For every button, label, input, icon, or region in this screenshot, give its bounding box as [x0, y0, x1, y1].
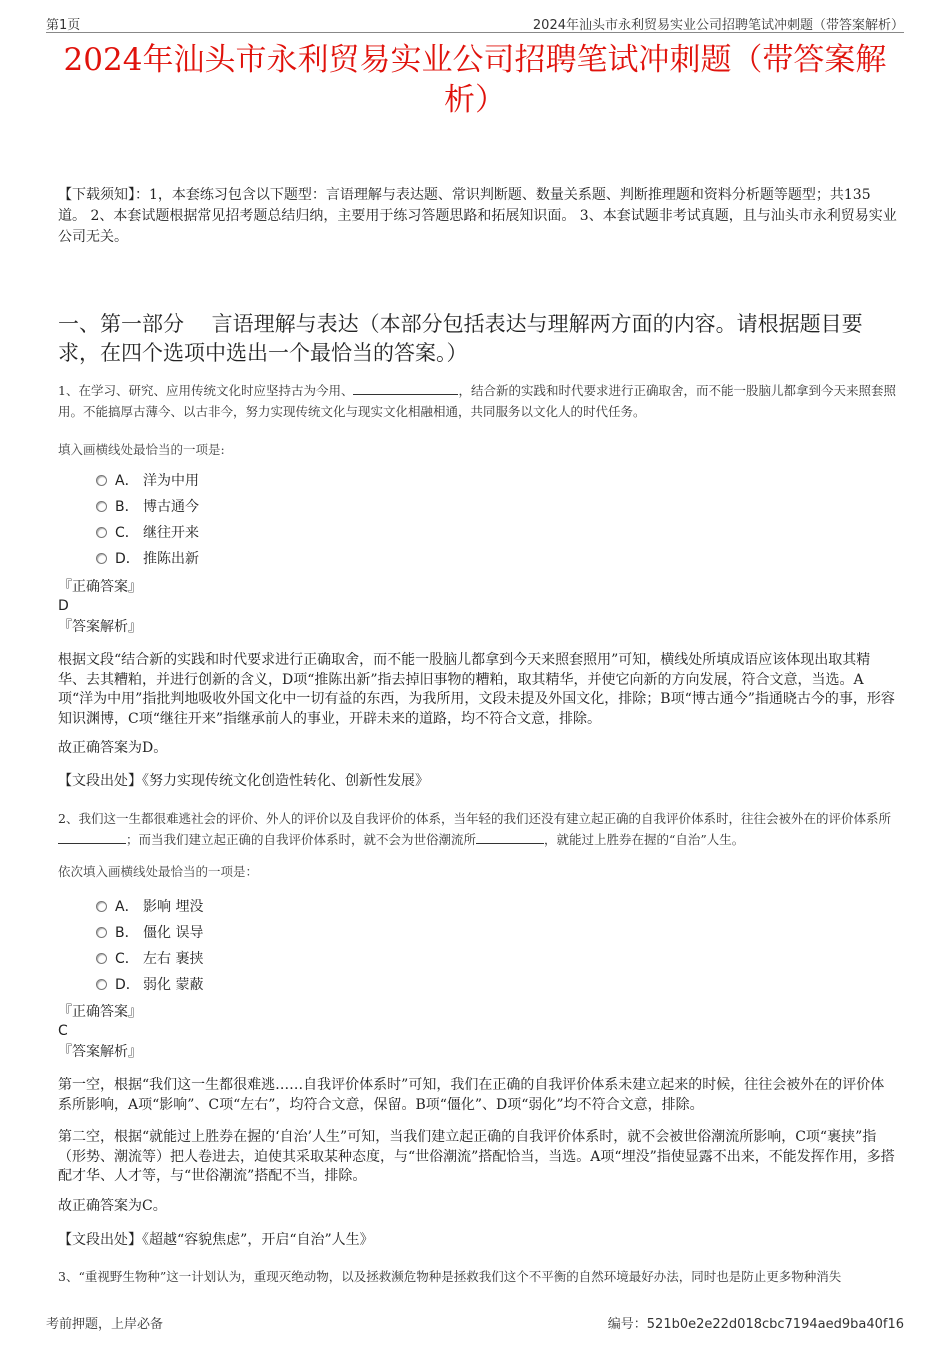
radio-icon[interactable]: [96, 501, 107, 512]
question-1-stem-part-a: 1、在学习、研究、应用传统文化时应坚持古为今用、: [58, 383, 354, 398]
radio-icon[interactable]: [96, 475, 107, 486]
question-2-options: [96, 894, 203, 998]
answer-label: 『正确答案』: [58, 579, 142, 595]
page-header: [46, 12, 904, 33]
answer-label: 『正确答案』: [58, 1004, 142, 1020]
document-title: 2024年汕头市永利贸易实业公司招聘笔试冲刺题（带答案解析）: [63, 42, 887, 118]
radio-icon[interactable]: [96, 901, 107, 912]
source-citation: 【文段出处】《努力实现传统文化创造性转化、创新性发展》: [58, 773, 429, 789]
radio-icon[interactable]: [96, 527, 107, 538]
analysis-label: 『答案解析』: [58, 619, 142, 635]
analysis-text: 根据文段“结合新的实践和时代要求进行正确取舍，而不能一股脑儿都拿到今天来照套照用”可知，横线处所填成语应该体现出取其精华、去其糟粕，并进行创新的含义，D项“推陈出新”指去掉旧事物的糟粕，取其精华，并使它向新的方向发展，符合文意，当选。A项“洋为中用”指批判地吸收外国文化中一切有益的东西，为我所用，文段未提及外国文化，排除；B项“博古通今”指通晓古今的事，形容知识渊博，C项“继往开来”指继承前人的事业，开辟未来的道路，均不符合文意，排除。: [58, 652, 895, 727]
option-c[interactable]: C． 左右 裹挟: [96, 946, 203, 972]
source-citation: 【文段出处】《超越“容貌焦虑”，开启“自治”人生》: [58, 1232, 374, 1248]
question-2-stem-part-b: ；而当我们建立起正确的自我评价体系时，就不会为世俗潮流所: [126, 832, 477, 847]
answer-blank: [353, 382, 458, 395]
question-1-prompt: 填入画横线处最恰当的一项是:: [58, 442, 225, 457]
analysis-text-2: 第二空，根据“就能过上胜券在握的‘自治’人生”可知，当我们建立起正确的自我评价体系时，就不会被世俗潮流所影响，C项“裹挟”指（形势、潮流等）把人卷进去，迫使其采取某种态度，与“世俗潮流”搭配恰当，当选。A项“埋没”指使显露不出来，不能发挥作用，多搭配才华、人才等，与“世俗潮流”搭配不当，排除。: [58, 1129, 895, 1184]
question-1-stem: [58, 380, 898, 422]
page-number: 第1页: [46, 18, 81, 33]
question-1-options: [96, 468, 199, 572]
option-c[interactable]: C． 继往开来: [96, 520, 199, 546]
analysis-text-1: 第一空，根据“我们这一生都很难逃……自我评价体系时”可知，我们在正确的自我评价体系未建立起来的时候，往往会被外在的评价体系所影响，A项“影响”、C项“左右”，均符合文意，保留。B项“僵化”、D项“弱化”均不符合文意，排除。: [58, 1077, 885, 1113]
download-notice: 【下载须知】：1，本套练习包含以下题型：言语理解与表达题、常识判断题、数量关系题、判断推理题和资料分析题等题型；共135道。 2、本套试题根据常见招考题总结归纳，主要用于练习答题思路和拓展知识面。 3、本套试题非考试真题，且与汕头市永利贸易实业公司无关。: [58, 187, 897, 245]
question-2-prompt: 依次填入画横线处最恰当的一项是：: [58, 864, 259, 879]
question-2-stem-part-c: ，就能过上胜券在握的“自治”人生。: [544, 832, 745, 847]
answer-blank: [58, 831, 126, 844]
question-1-stem-part-b: ，结合新的实践和时代要求进行正确取舍，而不能一股脑儿都拿到今天来照套照用。不能搞厚古薄今、以古非今，努力实现传统文化与现实文化相融相通，共同服务以文化人的时代任务。: [58, 383, 896, 419]
section-heading: 一、第一部分 言语理解与表达（本部分包括表达与理解两方面的内容。请根据题目要求，在四个选项中选出一个最恰当的答案。）: [58, 312, 863, 365]
radio-icon[interactable]: [96, 553, 107, 564]
option-b[interactable]: B． 博古通今: [96, 494, 199, 520]
radio-icon[interactable]: [96, 979, 107, 990]
correct-answer: D: [58, 598, 69, 614]
option-a[interactable]: A． 影响 埋没: [96, 894, 203, 920]
conclusion: 故正确答案为C。: [58, 1198, 167, 1214]
question-2-stem: [58, 808, 898, 850]
header-doc-title: 2024年汕头市永利贸易实业公司招聘笔试冲刺题（带答案解析）: [532, 18, 904, 33]
radio-icon[interactable]: [96, 953, 107, 964]
option-d[interactable]: D． 弱化 蒙蔽: [96, 972, 203, 998]
footer-slogan: 考前押题，上岸必备: [46, 1317, 164, 1332]
correct-answer: C: [58, 1023, 68, 1039]
radio-icon[interactable]: [96, 927, 107, 938]
conclusion: 故正确答案为D。: [58, 740, 168, 756]
question-3-stem: 3、“重视野生物种”这一计划认为，重现灭绝动物，以及拯救濒危物种是拯救我们这个不平衡的自然环境最好办法，同时也是防止更多物种消失: [58, 1269, 842, 1284]
question-2-stem-part-a: 2、我们这一生都很难逃社会的评价、外人的评价以及自我评价的体系，当年轻的我们还没有建立起正确的自我评价体系时，往往会被外在的评价体系所: [58, 811, 891, 826]
option-d[interactable]: D． 推陈出新: [96, 546, 199, 572]
option-a[interactable]: A． 洋为中用: [96, 468, 199, 494]
analysis-label: 『答案解析』: [58, 1044, 142, 1060]
option-b[interactable]: B． 僵化 误导: [96, 920, 203, 946]
answer-blank: [476, 831, 544, 844]
footer-code: 编号：521b0e2e22d018cbc7194aed9ba40f16: [607, 1317, 904, 1332]
